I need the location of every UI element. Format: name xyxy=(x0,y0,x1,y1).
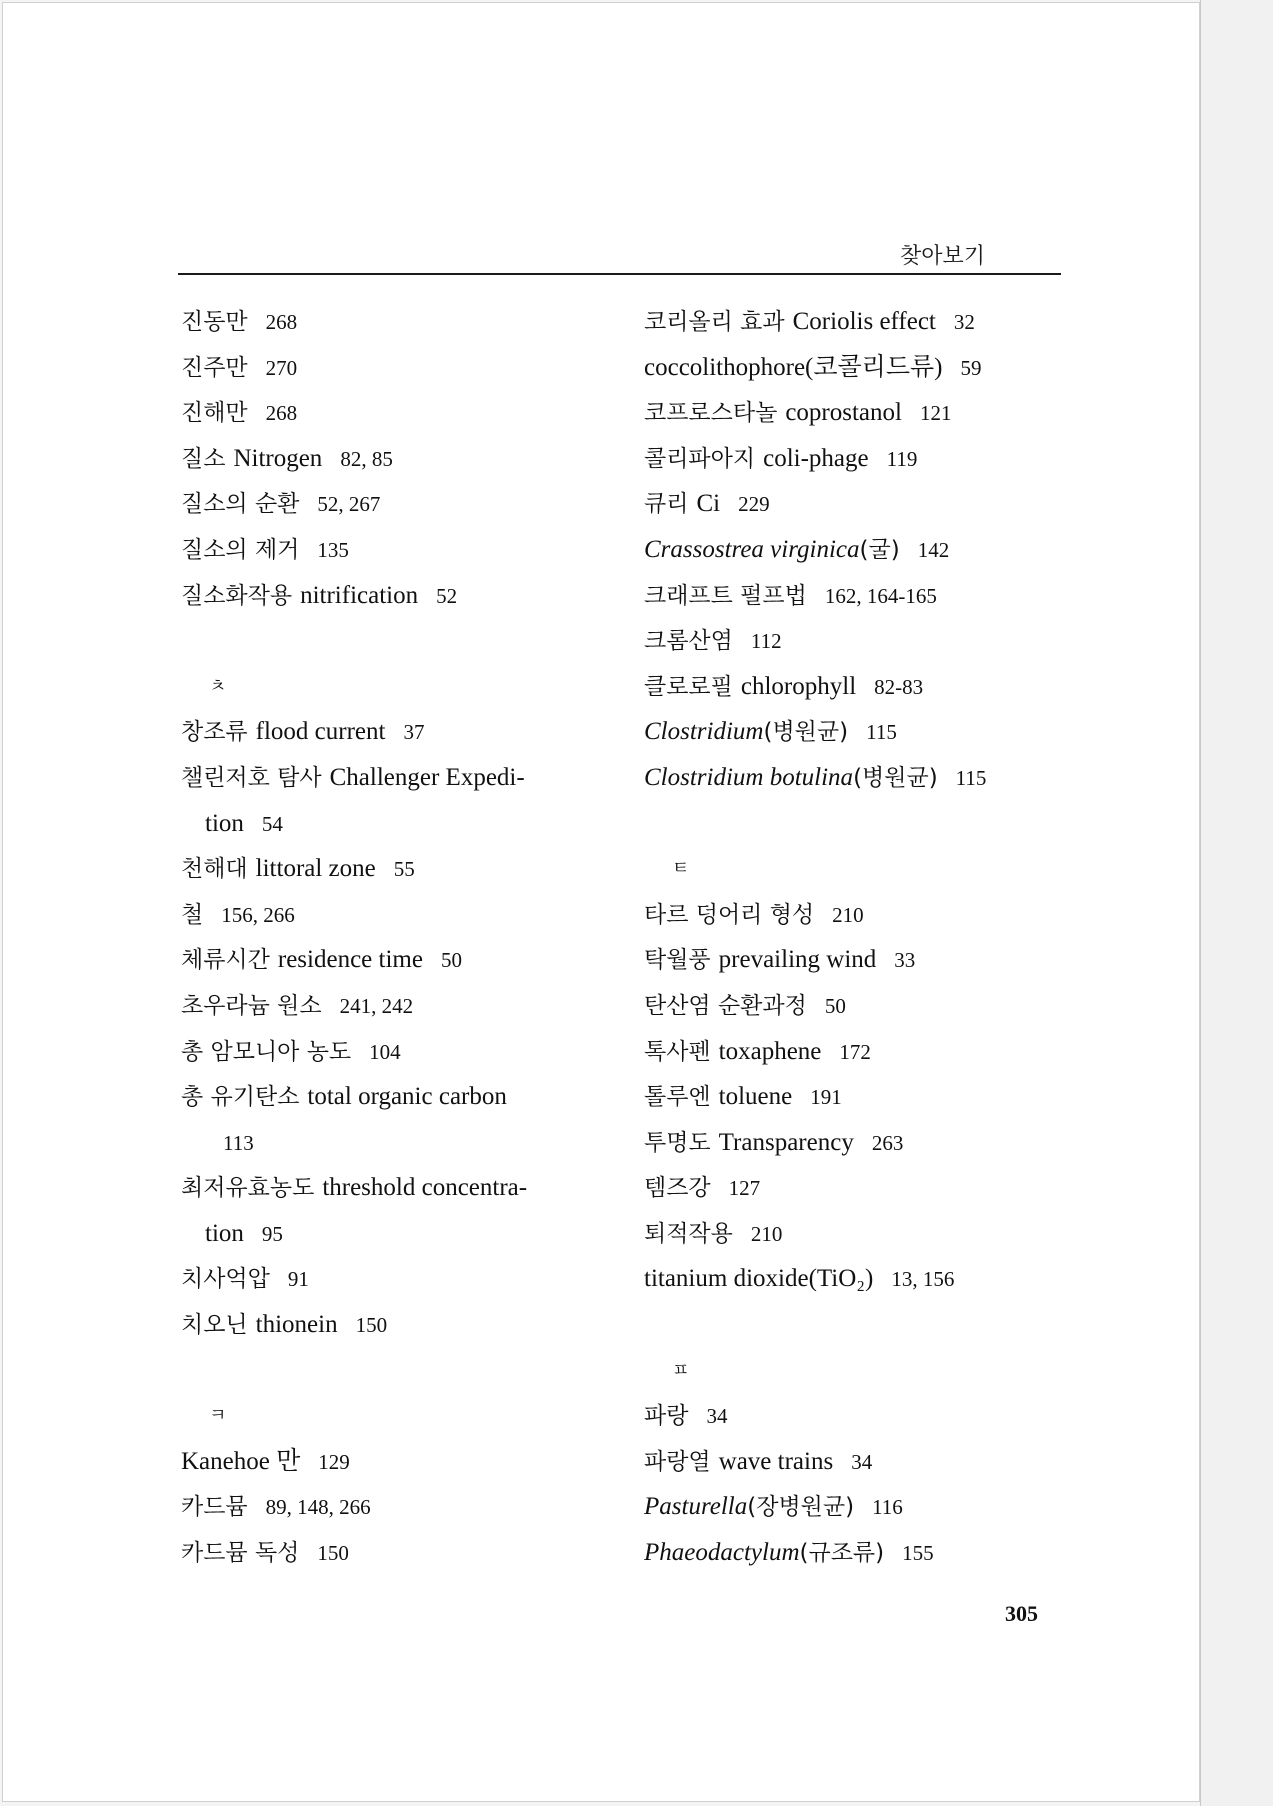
entry-term-korean: 총 암모니아 농도 xyxy=(181,1038,352,1065)
index-entry xyxy=(181,299,621,345)
entry-pages: 268 xyxy=(265,401,298,426)
index-entry xyxy=(181,1256,621,1302)
entry-pages: 210 xyxy=(832,902,864,927)
index-entry xyxy=(644,436,1064,482)
index-entry xyxy=(644,618,1064,664)
index-entry xyxy=(181,1530,621,1576)
index-entry xyxy=(181,345,621,391)
index-entry xyxy=(644,937,1064,983)
index-section-letter: ㅊ xyxy=(209,675,227,697)
entry-term-english: total organic carbon xyxy=(307,1083,507,1111)
index-entry xyxy=(181,937,621,983)
running-header-title: 찾아보기 xyxy=(899,244,985,269)
index-entry xyxy=(644,299,1064,345)
entry-term-korean: 카드뮴 xyxy=(181,1494,248,1521)
index-entry xyxy=(644,345,1064,391)
entry-term-english: Transparency xyxy=(718,1128,854,1156)
index-entry xyxy=(181,1074,621,1120)
index-entry xyxy=(644,709,1064,755)
entry-pages: 119 xyxy=(886,446,918,471)
index-entry xyxy=(644,1439,1064,1485)
entry-pages: 33 xyxy=(894,948,916,973)
entry-term-korean: 파랑 xyxy=(644,1403,689,1430)
index-entry xyxy=(181,983,621,1029)
entry-term-english: nitrification xyxy=(300,581,419,609)
index-entry xyxy=(181,390,621,436)
entry-term-english: Kanehoe 만 xyxy=(181,1447,301,1475)
index-column-left xyxy=(181,299,621,1576)
entry-pages: 104 xyxy=(369,1039,401,1064)
entry-pages: 113 xyxy=(223,1130,254,1155)
entry-pages: 59 xyxy=(960,355,982,380)
entry-continuation-text: tion xyxy=(205,1219,244,1247)
viewer-gutter xyxy=(1200,0,1273,1806)
entry-pages: 95 xyxy=(261,1221,283,1246)
entry-term-korean: 치오닌 xyxy=(181,1312,248,1339)
entry-term-english: Challenger Expedi- xyxy=(329,763,525,791)
entry-continuation-text: tion xyxy=(205,809,244,837)
entry-term-korean: 코프로스타놀 xyxy=(644,400,778,427)
index-entry xyxy=(181,1484,621,1530)
entry-pages: 82, 85 xyxy=(340,446,393,471)
entry-term-korean: 탁월풍 xyxy=(644,947,711,974)
index-entry-continuation xyxy=(181,1211,621,1257)
index-entry xyxy=(644,527,1064,573)
entry-term-english: wave trains xyxy=(718,1447,834,1475)
entry-term-english: coli-phage xyxy=(763,444,869,472)
entry-term-korean: 큐리 xyxy=(644,491,689,518)
entry-term-korean: 질소의 순환 xyxy=(181,491,300,518)
index-entry xyxy=(644,1484,1064,1530)
entry-term-korean: 천해대 xyxy=(181,856,248,883)
index-section-letter: ㅌ xyxy=(672,858,690,880)
index-section-letter: ㅍ xyxy=(672,1359,690,1381)
entry-term-annotation: (병원균) xyxy=(853,764,938,791)
entry-term-annotation: (병원균) xyxy=(763,719,849,746)
entry-term-korean: 탄산염 순환과정 xyxy=(644,992,807,1019)
entry-term-korean: 투명도 xyxy=(644,1129,711,1156)
index-spacer xyxy=(181,1348,621,1394)
index-entry xyxy=(644,573,1064,619)
entry-term-korean: 타르 덩어리 형성 xyxy=(644,901,815,928)
index-entry xyxy=(644,755,1064,801)
entry-term-english: Ci xyxy=(696,490,721,518)
entry-term-annotation: (장병원균) xyxy=(747,1494,855,1521)
entry-term-korean: 챌린저호 탐사 xyxy=(181,764,322,791)
index-entry xyxy=(644,481,1064,527)
index-spacer xyxy=(644,1302,1064,1348)
entry-term-korean: 카드뮴 독성 xyxy=(181,1540,300,1567)
entry-pages: 150 xyxy=(355,1313,388,1338)
entry-pages: 50 xyxy=(824,993,846,1018)
index-entry xyxy=(181,1165,621,1211)
entry-term-english: residence time xyxy=(277,946,423,974)
index-entry xyxy=(644,664,1064,710)
entry-term-english: Clostridium xyxy=(644,718,764,746)
header-rule xyxy=(178,273,1061,275)
entry-pages: 162, 164-165 xyxy=(824,583,937,608)
entry-term-english: toluene xyxy=(718,1083,793,1111)
entry-pages: 89, 148, 266 xyxy=(265,1495,371,1520)
entry-term-korean: 크래프트 펄프법 xyxy=(644,582,807,609)
entry-term-korean: 초우라늄 원소 xyxy=(181,992,322,1019)
entry-term-korean: 최저유효농도 xyxy=(181,1175,315,1202)
page-number: 305 xyxy=(1005,1601,1038,1626)
entry-term-english: littoral zone xyxy=(255,855,376,883)
entry-pages: 229 xyxy=(738,492,770,517)
entry-term-english: Pasturella xyxy=(644,1493,748,1521)
entry-term-english: threshold concentra- xyxy=(322,1174,528,1202)
entry-term-english: coprostanol xyxy=(785,399,902,427)
entry-term-english: Coriolis effect xyxy=(792,308,936,335)
entry-term-english: titanium dioxide(TiO₂) xyxy=(644,1265,874,1293)
entry-term-english: toxaphene xyxy=(718,1037,822,1065)
entry-term-annotation: (규조류) xyxy=(799,1540,885,1567)
entry-pages: 270 xyxy=(265,355,298,380)
entry-term-english: coccolithophore(코콜리드류) xyxy=(644,353,943,381)
index-entry xyxy=(644,892,1064,938)
index-entry xyxy=(644,390,1064,436)
entry-pages: 121 xyxy=(919,401,952,426)
entry-pages: 191 xyxy=(810,1085,842,1110)
index-entry xyxy=(181,1439,621,1485)
entry-term-english: Crassostrea virginica xyxy=(644,535,860,563)
index-entry xyxy=(181,436,621,482)
entry-pages: 116 xyxy=(872,1495,903,1520)
document-page xyxy=(2,2,1200,1802)
entry-term-korean: 총 유기탄소 xyxy=(181,1084,300,1111)
index-entry xyxy=(181,573,621,619)
index-entry xyxy=(181,481,621,527)
entry-term-english: chlorophyll xyxy=(740,672,857,700)
index-entry xyxy=(644,1165,1064,1211)
index-entry xyxy=(644,1211,1064,1257)
index-section-letter: ㅋ xyxy=(209,1405,227,1427)
entry-pages: 52 xyxy=(436,583,458,608)
entry-term-english: Phaeodactylum xyxy=(644,1539,800,1567)
entry-pages: 115 xyxy=(866,720,897,745)
entry-term-korean: 퇴적작용 xyxy=(644,1220,733,1247)
index-entry xyxy=(644,1530,1064,1576)
entry-pages: 50 xyxy=(440,948,462,973)
entry-pages: 32 xyxy=(953,310,975,334)
index-entry xyxy=(644,1029,1064,1075)
entry-term-korean: 체류시간 xyxy=(181,947,270,974)
entry-pages: 91 xyxy=(287,1267,309,1292)
entry-term-korean: 질소 xyxy=(181,445,226,472)
entry-pages: 37 xyxy=(403,720,425,745)
index-entry xyxy=(644,1074,1064,1120)
entry-term-english: Nitrogen xyxy=(233,444,323,472)
entry-term-korean: 템즈강 xyxy=(644,1175,711,1202)
entry-term-korean: 질소의 제거 xyxy=(181,536,300,563)
entry-term-english: Clostridium botulina xyxy=(644,763,854,791)
entry-term-korean: 클로로필 xyxy=(644,673,733,700)
entry-term-korean: 철 xyxy=(181,901,204,928)
entry-pages: 263 xyxy=(871,1130,904,1155)
entry-term-korean: 질소화작용 xyxy=(181,582,293,609)
entry-term-korean: 진동만 xyxy=(181,309,248,335)
entry-term-annotation: (굴) xyxy=(859,536,900,563)
entry-pages: 112 xyxy=(750,629,782,654)
entry-term-english: flood current xyxy=(255,718,386,746)
entry-pages: 150 xyxy=(317,1541,349,1566)
entry-term-korean: 치사억압 xyxy=(181,1266,270,1293)
entry-pages: 55 xyxy=(393,857,415,882)
entry-pages: 156, 266 xyxy=(221,902,295,927)
entry-term-korean: 콜리파아지 xyxy=(644,445,756,472)
entry-term-korean: 크롬산염 xyxy=(644,628,733,655)
entry-pages: 34 xyxy=(706,1404,728,1429)
index-entry xyxy=(644,983,1064,1029)
index-entry xyxy=(644,1393,1064,1439)
entry-term-korean: 진해만 xyxy=(181,400,248,427)
index-entry xyxy=(181,892,621,938)
entry-pages: 241, 242 xyxy=(339,993,414,1018)
index-entry-continuation xyxy=(181,1120,621,1166)
entry-pages: 115 xyxy=(955,765,987,790)
entry-pages: 135 xyxy=(317,537,349,562)
entry-pages: 129 xyxy=(318,1449,350,1474)
index-entry xyxy=(181,1302,621,1348)
entry-term-korean: 톨루엔 xyxy=(644,1084,711,1111)
entry-pages: 172 xyxy=(839,1039,871,1064)
entry-pages: 52, 267 xyxy=(317,492,381,517)
index-entry xyxy=(181,755,621,801)
index-spacer xyxy=(644,801,1064,847)
index-entry xyxy=(181,846,621,892)
entry-pages: 142 xyxy=(917,537,950,562)
entry-term-korean: 파랑열 xyxy=(644,1448,711,1475)
index-entry xyxy=(181,1029,621,1075)
entry-pages: 13, 156 xyxy=(891,1267,955,1292)
index-entry xyxy=(644,1256,1064,1302)
entry-pages: 210 xyxy=(750,1221,783,1246)
index-column-right xyxy=(644,299,1064,1576)
entry-term-korean: 진주만 xyxy=(181,354,248,381)
entry-pages: 82-83 xyxy=(874,674,924,699)
entry-pages: 34 xyxy=(851,1449,873,1474)
entry-term-korean: 창조류 xyxy=(181,719,248,746)
entry-term-english: prevailing wind xyxy=(718,946,877,974)
index-entry xyxy=(181,709,621,755)
index-entry-continuation xyxy=(181,801,621,847)
entry-pages: 155 xyxy=(902,1541,934,1566)
entry-pages: 268 xyxy=(265,310,298,334)
entry-pages: 127 xyxy=(728,1176,761,1201)
index-entry xyxy=(644,1120,1064,1166)
index-entry xyxy=(181,527,621,573)
index-spacer xyxy=(181,618,621,664)
entry-pages: 54 xyxy=(261,811,283,836)
entry-term-korean: 톡사펜 xyxy=(644,1038,711,1065)
entry-term-korean: 코리올리 효과 xyxy=(644,309,785,335)
entry-term-english: thionein xyxy=(255,1311,338,1339)
